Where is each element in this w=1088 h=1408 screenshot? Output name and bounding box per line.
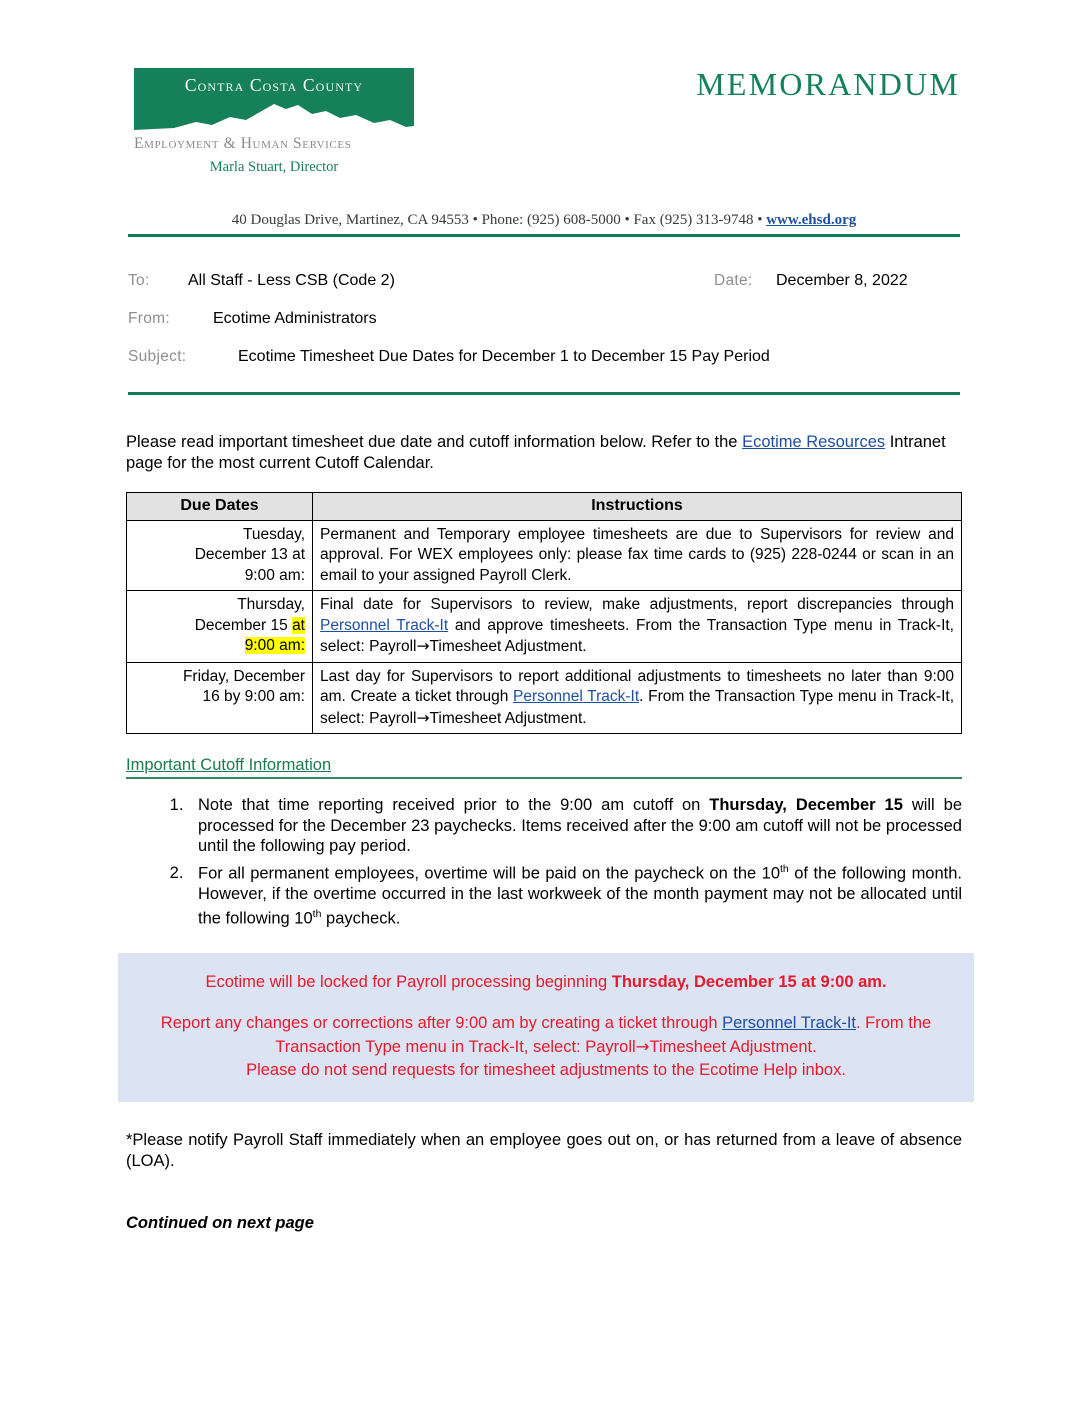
agency-logo [134, 68, 414, 176]
header-rule-bottom [128, 392, 960, 395]
arrow-right-icon: → [416, 637, 430, 655]
cutoff-section-heading: Important Cutoff Information [126, 756, 332, 774]
table-header-row [127, 493, 962, 521]
instructions-2-text-1: Final date for Supervisors to review, make adjustments, report discrepancies through [320, 596, 954, 613]
due-date-1-line3: 9:00 am: [244, 566, 305, 584]
to-value: All Staff - Less CSB (Code 2) [188, 272, 395, 289]
logo-director: Marla Stuart, Director [209, 159, 339, 175]
website-link[interactable]: www.ehsd.org [766, 212, 857, 228]
table-row [127, 662, 962, 734]
due-date-2-highlight-at: at [292, 616, 305, 634]
due-date-2-line2-plain: December 15 [194, 616, 293, 634]
intro-paragraph [126, 432, 962, 474]
callout-line-3: Please do not send requests for timesheet adjustments to the Ecotime Help inbox. [246, 1061, 846, 1079]
due-date-2-line1: Thursday, [237, 596, 305, 613]
due-date-2-highlight-time: 9:00 am: [244, 637, 305, 654]
cutoff-1-bold: Thursday, December 15 [709, 796, 903, 814]
instructions-3-text-2: . From the Transaction Type menu in Track-It, select: Payroll [320, 688, 955, 727]
logo-county-name: Contra Costa County [184, 75, 364, 95]
from-value: Ecotime Administrators [213, 310, 377, 327]
list-item [188, 859, 962, 930]
arrow-right-icon: → [635, 1037, 650, 1056]
address-text: 40 Douglas Drive, Martinez, CA 94553 • Phone: (925) 608-5000 • Fax (925) 313-9748 • [231, 212, 767, 228]
callout-2-text-1: Report any changes or corrections after 9:00 am by creating a ticket through [160, 1014, 723, 1032]
mountain-icon [134, 100, 414, 130]
due-date-cell-2 [127, 591, 313, 663]
continued-note: Continued on next page [126, 1214, 314, 1232]
payroll-loa-note: *Please notify Payroll Staff immediately when an employee goes out on, or has returned from a leave of absence (LOA). [126, 1131, 962, 1170]
cutoff-1-text-2: will be processed for the December 23 paychecks. Items received after the 9:00 am cutoff will not be processed until the following pay period. [198, 796, 963, 855]
column-header-due-dates: Due Dates [127, 493, 313, 521]
callout-1-text: Ecotime will be locked for Payroll processing beginning [205, 973, 612, 991]
callout-line-2 [148, 1012, 944, 1059]
cutoff-2-sup-1: th [780, 862, 789, 875]
callout-2-text-2: . From the Transaction Type menu in Track-It, select: Payroll [275, 1014, 932, 1056]
memo-header-fields [128, 268, 960, 382]
header-rule-top [128, 234, 960, 237]
cutoff-2-sup-2: th [312, 908, 322, 920]
cutoff-1-text-1: Note that time reporting received prior to the 9:00 am cutoff on [198, 796, 710, 814]
due-date-cell-1 [127, 520, 313, 591]
column-header-instructions: Instructions [313, 493, 962, 521]
cutoff-2-text-3: paycheck. [321, 909, 401, 928]
table-row [127, 520, 962, 591]
to-label: To: [128, 272, 150, 289]
instructions-2-text-2: and approve timesheets. From the Transaction Type menu in Track-It, select: Payroll [320, 616, 954, 655]
instructions-3-text-1: Last day for Supervisors to report additional adjustments to timesheets no later than 9:00 am. Create a ticket through [320, 667, 954, 705]
due-date-cell-3 [127, 662, 313, 734]
arrow-right-icon: → [416, 708, 430, 727]
memorandum-title: MEMORANDUM [696, 66, 960, 102]
address-line [0, 212, 1088, 229]
date-label: Date: [714, 272, 753, 289]
instructions-cell-3 [313, 662, 962, 734]
callout-1-bold: Thursday, December 15 at 9:00 am. [611, 973, 887, 991]
memo-row-subject [128, 344, 960, 382]
instructions-1-text: Permanent and Temporary employee timesheets are due to Supervisors for review and approval. For WEX employees only: please fax time cards to (925) 228-0244 or scan in an email to your assigned Payroll Clerk. [320, 525, 954, 584]
from-label: From: [128, 310, 170, 327]
table-row [127, 591, 962, 663]
due-dates-table [126, 492, 962, 734]
ecotime-resources-link[interactable]: Ecotime Resources [742, 433, 886, 451]
instructions-cell-2 [313, 591, 962, 663]
subject-label: Subject: [128, 348, 187, 365]
personnel-track-it-link[interactable]: Personnel Track-It [513, 688, 640, 705]
callout-line-1 [148, 971, 944, 994]
memo-body [126, 432, 962, 1233]
logo-department: Employment & Human Services [134, 135, 352, 152]
due-date-3-line2: 16 by 9:00 am: [202, 688, 305, 705]
cutoff-list [126, 795, 962, 929]
intro-text-1: Please read important timesheet due date and cutoff information below. Refer to the [126, 433, 743, 451]
intro-text-2: Intranet page for the most current Cutoff Calendar. [126, 433, 946, 472]
list-item [188, 795, 962, 857]
personnel-track-it-link[interactable]: Personnel Track-It [722, 1014, 856, 1032]
memo-row-to [128, 268, 960, 306]
subject-value: Ecotime Timesheet Due Dates for December 1 to December 15 Pay Period [238, 348, 770, 365]
cutoff-2-text-2: of the following month. However, if the overtime occurred in the last workweek of the month payment may not be allocated until the following 10 [198, 864, 963, 928]
logo-green-box [134, 68, 414, 130]
personnel-track-it-link[interactable]: Personnel Track-It [320, 616, 449, 634]
callout-2-text-3: Timesheet Adjustment. [649, 1038, 817, 1056]
letterhead [0, 0, 1088, 180]
due-date-1-line1: Tuesday, [242, 525, 305, 543]
instructions-cell-1 [313, 520, 962, 591]
instructions-3-text-3: Timesheet Adjustment. [429, 709, 587, 727]
lock-notice-callout [118, 953, 974, 1102]
instructions-2-text-3: Timesheet Adjustment. [429, 638, 587, 655]
due-date-1-line2: December 13 at [194, 546, 305, 563]
date-value: December 8, 2022 [776, 272, 908, 289]
memo-row-from [128, 306, 960, 344]
cutoff-section-rule [126, 777, 962, 779]
due-date-3-line1: Friday, December [182, 667, 305, 685]
cutoff-2-text-1: For all permanent employees, overtime will be paid on the paycheck on the 10 [198, 864, 781, 882]
